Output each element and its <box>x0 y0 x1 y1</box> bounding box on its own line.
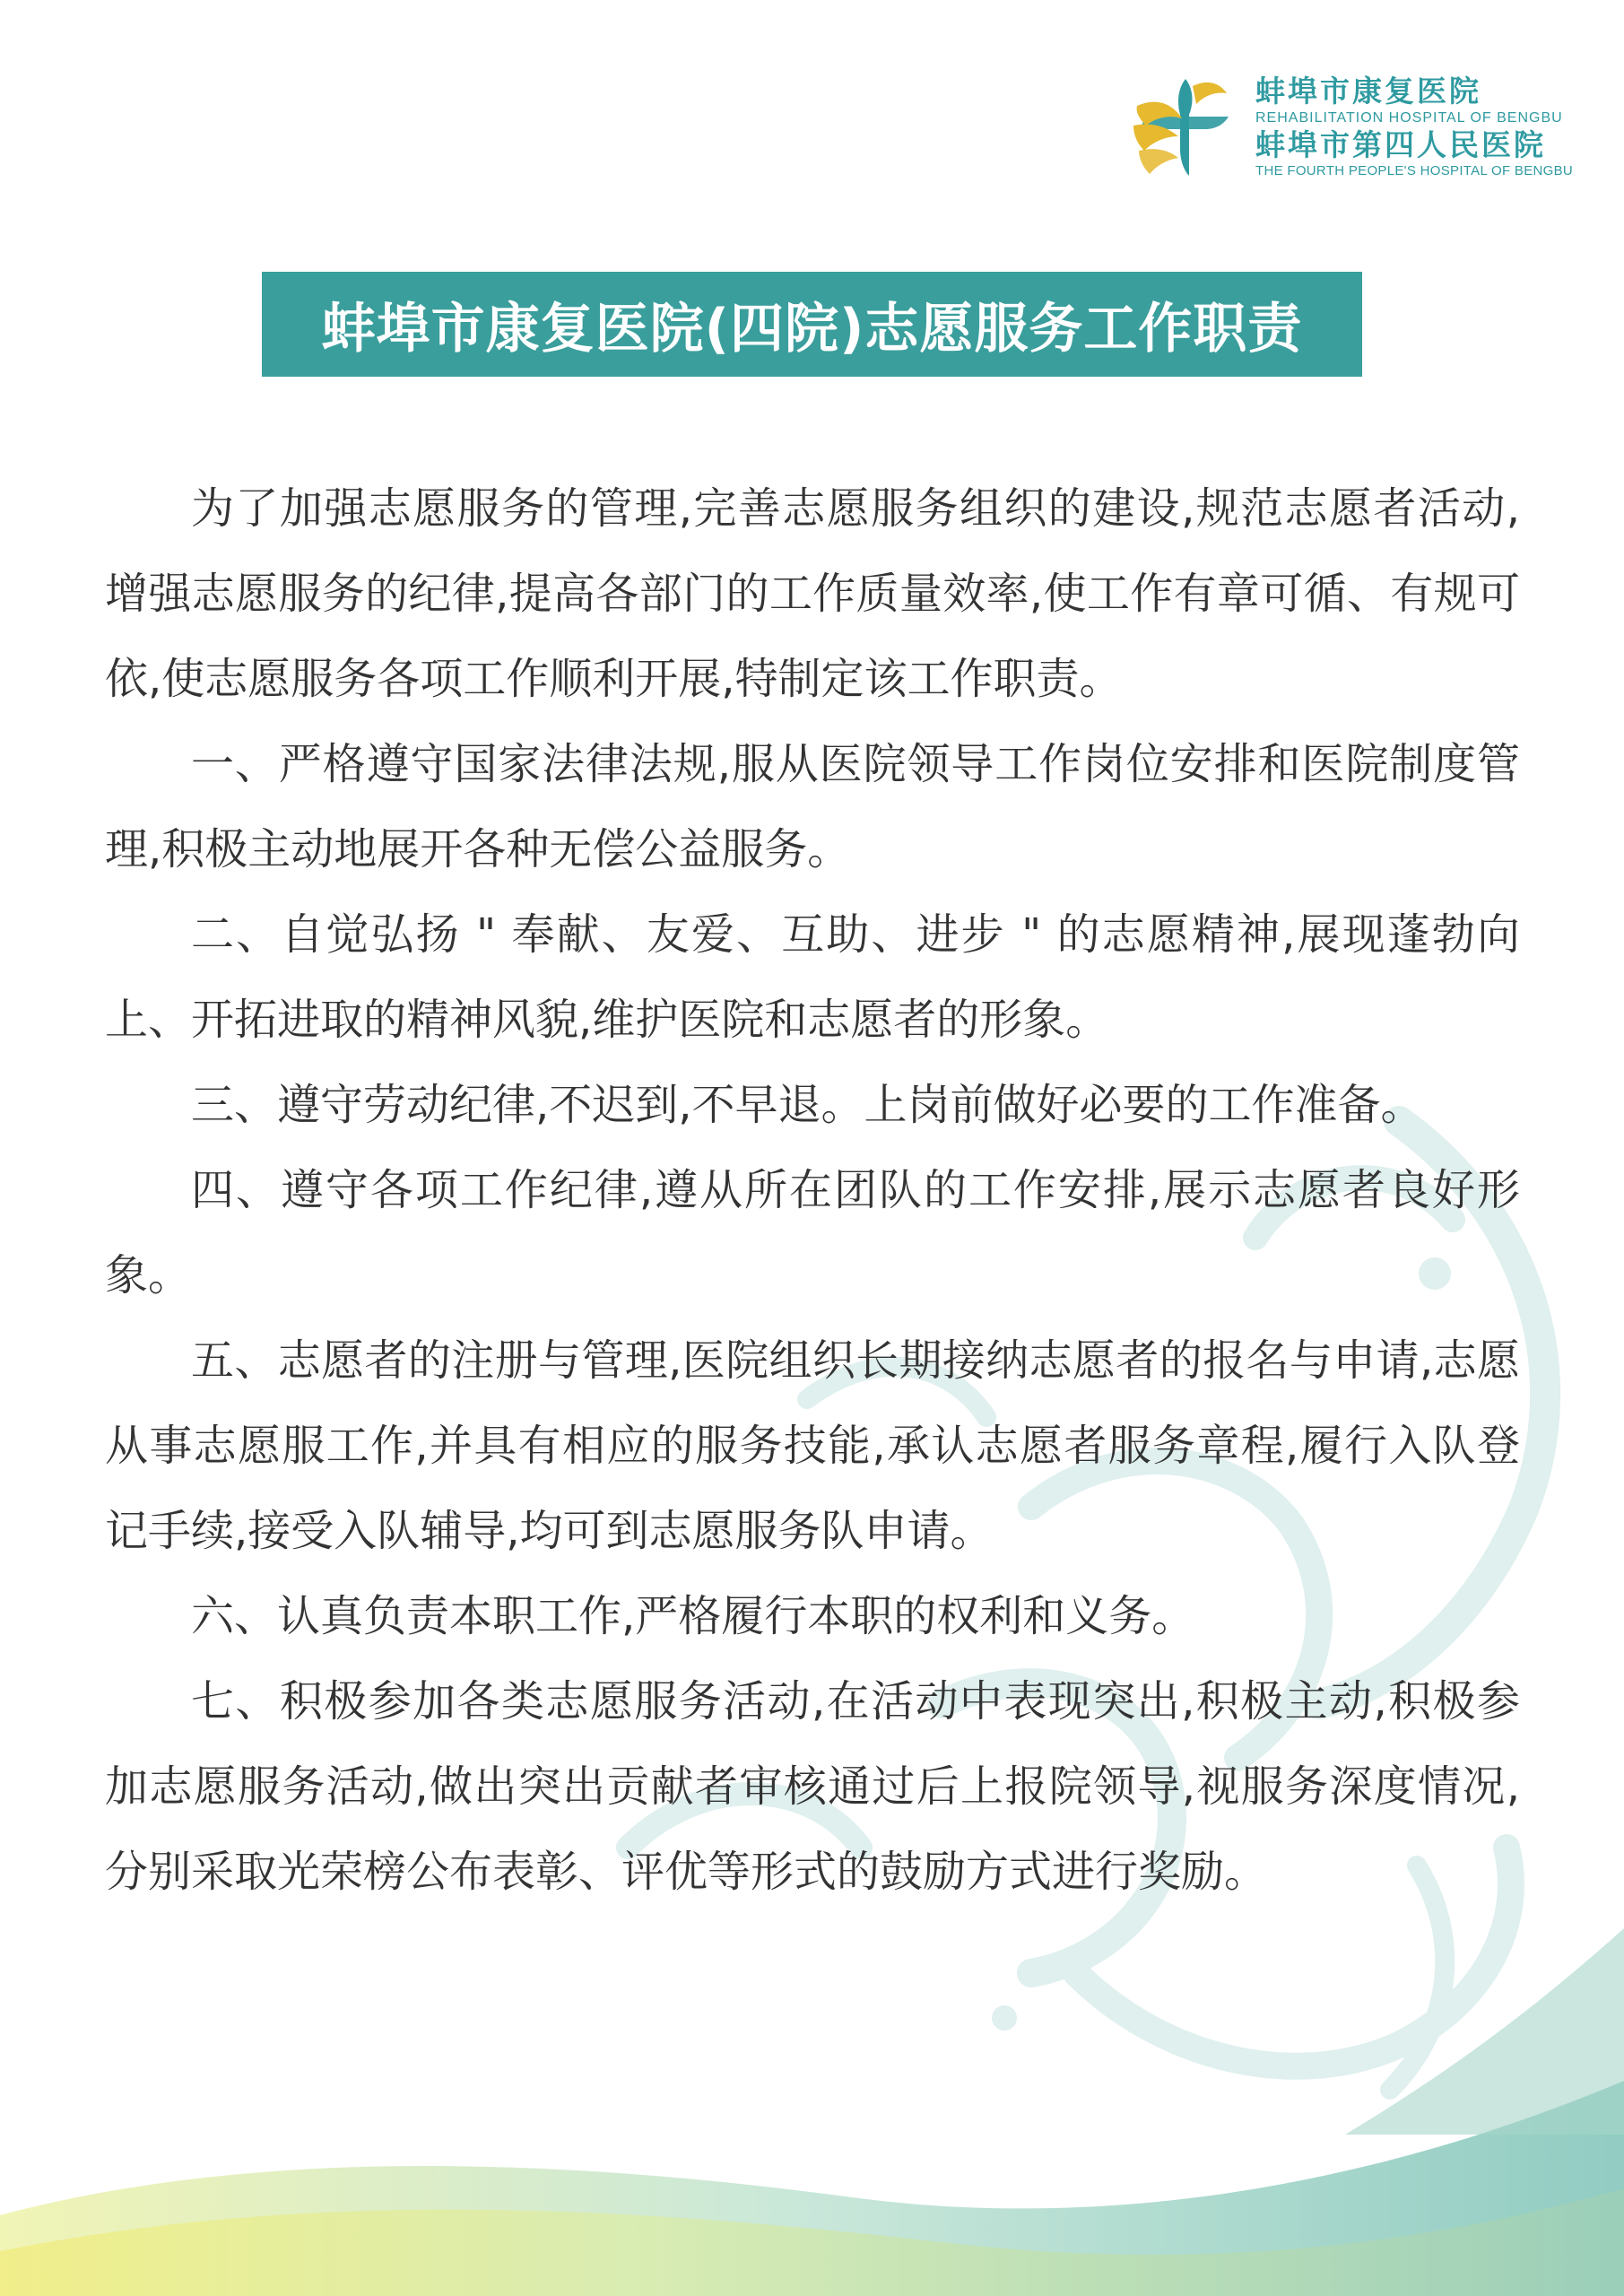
hospital-logo <box>1130 70 1578 187</box>
paragraph-item-4: 四、遵守各项工作纪律,遵从所在团队的工作安排,展示志愿者良好形象。 <box>105 1165 1520 1300</box>
paragraph-item-6: 六、认真负责本职工作,严格履行本职的权利和义务。 <box>191 1591 1195 1641</box>
paragraph-item-2: 二、自觉弘扬 " 奉献、友爱、互助、进步 " 的志愿精神,展现蓬勃向上、开拓进取的精神风貌,维护医院和志愿者的形象。 <box>105 909 1520 1045</box>
paragraph-item-5: 五、志愿者的注册与管理,医院组织长期接纳志愿者的报名与申请,志愿从事志愿服工作,并具有相应的服务技能,承认志愿者服务章程,履行入队登记手续,接受入队辅导,均可到志愿服务队申请。 <box>105 1335 1520 1556</box>
paragraph-item-3: 三、遵守劳动纪律,不迟到,不早退。上岗前做好必要的工作准备。 <box>191 1080 1424 1130</box>
paragraph-item-7: 七、积极参加各类志愿服务活动,在活动中表现突出,积极主动,积极参加志愿服务活动,做出突出贡献者审核通过后上报院领导,视服务深度情况,分别采取光荣榜公布表彰、评优等形式的鼓励方式进行奖励。 <box>105 1676 1520 1897</box>
document-body <box>105 466 1520 1915</box>
hospital-emblem-icon <box>1130 70 1242 182</box>
document-title: 蚌埠市康复医院(四院)志愿服务工作职责 <box>262 272 1362 377</box>
paragraph-item-1: 一、严格遵守国家法律法规,服从医院领导工作岗位安排和医院制度管理,积极主动地展开各种无偿公益服务。 <box>105 739 1520 874</box>
paragraph-intro: 为了加强志愿服务的管理,完善志愿服务组织的建设,规范志愿者活动,增强志愿服务的纪律,提高各部门的工作质量效率,使工作有章可循、有规可依,使志愿服务各项工作顺利开展,特制定该工作职责。 <box>105 483 1520 704</box>
hospital-name-cn: 蚌埠市康复医院 <box>1255 74 1481 109</box>
hospital-alt-name-en: THE FOURTH PEOPLE'S HOSPITAL OF BENGBU <box>1255 163 1574 178</box>
hospital-alt-name-cn: 蚌埠市第四人民医院 <box>1255 127 1546 162</box>
hospital-name-en: REHABILITATION HOSPITAL OF BENGBU <box>1255 110 1563 126</box>
